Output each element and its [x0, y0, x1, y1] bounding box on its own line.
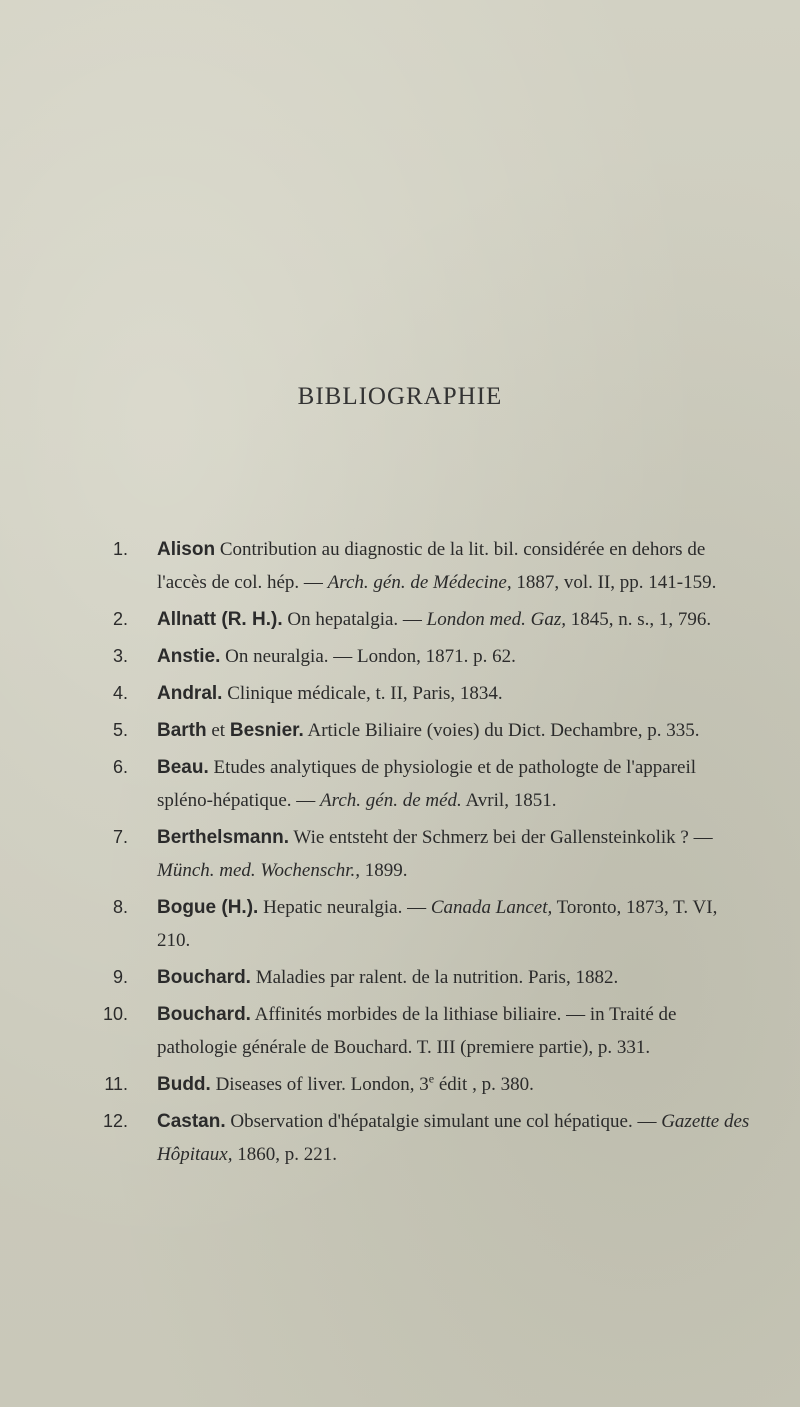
entry-superscript: e: [428, 1071, 435, 1086]
entry-text-2: édit , p. 380.: [434, 1074, 534, 1095]
entry-text-end: 1845, n. s., 1, 796.: [566, 609, 712, 630]
entry-text-end: 1887, vol. II, pp. 141-159.: [511, 572, 717, 593]
bibliography-entry: [90, 961, 750, 994]
entry-text: Observation d'hépatalgie simulant une col hépatique. —: [225, 1111, 662, 1132]
entry-journal: Arch. gén. de Médecine,: [327, 572, 512, 593]
entry-number: 12.: [102, 1111, 128, 1131]
entry-number: 3.: [112, 646, 128, 666]
entry-author: Anstie.: [157, 646, 221, 667]
bibliography-entry: [90, 891, 750, 957]
entry-journal: London med. Gaz,: [426, 609, 566, 630]
entry-number: 10.: [102, 1004, 128, 1024]
bibliography-entry: [90, 1068, 750, 1101]
bibliography-entry: [90, 998, 750, 1064]
entry-author: Budd.: [157, 1074, 211, 1095]
bibliography-entry: [90, 603, 750, 636]
entry-text: Wie entsteht der Schmerz bei der Gallensteinkolik ? —: [288, 827, 713, 848]
entry-number: 9.: [112, 967, 128, 987]
bibliography-entry: [90, 533, 750, 599]
entry-number: 1.: [112, 539, 128, 559]
entry-text-end: 1860, p. 221.: [232, 1144, 337, 1165]
entry-text: Clinique médicale, t. II, Paris, 1834.: [222, 683, 503, 704]
entry-number: 7.: [112, 827, 128, 847]
entry-author: Barth: [157, 720, 207, 741]
entry-text: Hepatic neuralgia. —: [258, 897, 431, 918]
entry-text-end: Toronto, 1873, T. VI, 210.: [157, 897, 718, 951]
entry-number: 11.: [104, 1074, 128, 1094]
entry-author-2: Besnier.: [229, 720, 304, 741]
entry-author: Alison: [157, 539, 216, 560]
entry-author: Bouchard.: [157, 1004, 251, 1025]
bibliography-entry: [90, 677, 750, 710]
bibliography-entry: [90, 714, 750, 747]
entry-author: Beau.: [157, 757, 209, 778]
entry-author: Bogue (H.).: [157, 897, 259, 918]
entry-author: Berthelsmann.: [157, 827, 289, 848]
entry-author: Bouchard.: [157, 967, 251, 988]
entry-text: et: [206, 720, 230, 741]
entry-journal: Canada Lancet,: [430, 897, 553, 918]
entry-text: Etudes analytiques de physiologie et de pathologte de l'appareil spléno-hépatique. —: [157, 757, 697, 811]
entry-number: 4.: [112, 683, 128, 703]
entry-journal: Arch. gén. de méd.: [320, 790, 462, 811]
bibliography-entry: [90, 751, 750, 817]
entry-number: 8.: [112, 897, 128, 917]
entry-text: Affinités morbides de la lithiase biliaire. — in Traité de pathologie générale de Bouchard. T. III (premiere partie), p. 331.: [157, 1004, 677, 1058]
entry-journal: Münch. med. Wochenschr.,: [157, 860, 360, 881]
entry-number: 5.: [112, 720, 128, 740]
entry-author: Castan.: [157, 1111, 226, 1132]
entry-text: Contribution au diagnostic de la lit. bil. considérée en dehors de l'accès de col. hép. —: [157, 539, 706, 593]
bibliography-entry: [90, 640, 750, 673]
entry-text: On hepatalgia. —: [282, 609, 427, 630]
bibliography-entry: [90, 821, 750, 887]
page-title: BIBLIOGRAPHIE: [297, 383, 503, 410]
entry-text-end: 1899.: [359, 860, 408, 881]
entry-journal: Gazette des Hôpitaux,: [157, 1111, 750, 1165]
entry-text-end: Avril, 1851.: [461, 790, 557, 811]
entry-text: Maladies par ralent. de la nutrition. Paris, 1882.: [250, 967, 619, 988]
entry-author: Allnatt (R. H.).: [157, 609, 283, 630]
entry-author: Andral.: [157, 683, 223, 704]
entry-text-2: Article Biliaire (voies) du Dict. Dechambre, p. 335.: [303, 720, 700, 741]
bibliography-entry: [90, 1105, 750, 1171]
bibliography-list: [90, 533, 750, 1175]
entry-text: On neuralgia. — London, 1871. p. 62.: [220, 646, 516, 667]
entry-number: 2.: [112, 609, 128, 629]
entry-number: 6.: [112, 757, 128, 777]
entry-text: Diseases of liver. London, 3: [210, 1074, 429, 1095]
